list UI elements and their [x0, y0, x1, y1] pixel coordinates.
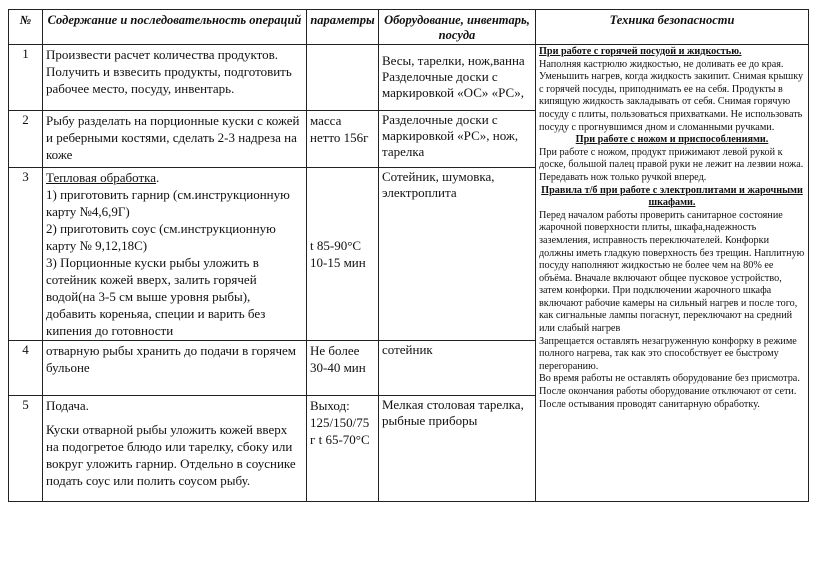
- safety-hot-text: Наполняя кастрюлю жидкостью, не доливать ее до края. Уменьшить нагрев, когда жидкость закипит. Снимая крышку с горячей посуды, приподнимать ее на себя. Продукты в кипящую жидкость закладывать от себя. Снимая горячую посуду с плиты, пользоваться прихватками. Не использовать посуду с прогнувшимся дном и сломанными ручками.: [539, 58, 804, 133]
- safety-stove-text-3: Во время работы не оставлять оборудование без присмотра.: [539, 373, 800, 385]
- header-content: Содержание и последовательность операций: [43, 10, 307, 45]
- row-params: [307, 45, 379, 111]
- header-equipment: Оборудование, инвентарь, посуда: [379, 10, 536, 45]
- row-content: [43, 341, 307, 396]
- row-num: 1: [9, 45, 43, 111]
- row-equipment: Сотейник, шумовка, электроплита: [379, 168, 536, 341]
- safety-stove-text-4: После окончания работы оборудование отключают от сети. После остывания проводят санитарную обработку.: [539, 386, 797, 410]
- table-row: [9, 45, 809, 111]
- safety-knife-text-2: Передавать нож только ручкой вперед.: [539, 171, 707, 183]
- row-equipment: Разделочные доски с маркировкой «РС», нож, тарелка: [379, 111, 536, 168]
- safety-stove-title: Правила т/б при работе с электроплитами и жарочными шкафами.: [541, 184, 803, 209]
- row-content: [43, 396, 307, 502]
- content-line: 3) Порционные куски рыбы уложить в сотейник кожей вверх, залить горячей водой(на 3-5 см выше уровня рыбы), добавить кореньяа, специи и варить без кипения до готовности: [46, 255, 266, 338]
- content-line: Подача.: [46, 398, 89, 413]
- row-content: [43, 111, 307, 168]
- operations-table: [8, 9, 809, 502]
- row-num: 5: [9, 396, 43, 502]
- safety-knife-title: При работе с ножом и приспособлениями.: [575, 134, 769, 146]
- row-params: Выход: 125/150/75 г t 65-70°С: [307, 396, 379, 502]
- header-safety: Техника безопасности: [536, 10, 809, 45]
- content-line: 2) приготовить соус (см.инструкционную карту № 9,12,18С): [46, 221, 276, 253]
- row-equipment: Мелкая столовая тарелка, рыбные приборы: [379, 396, 536, 502]
- content-line: отварную рыбы хранить до подачи в горячем бульоне: [46, 343, 297, 375]
- row-content: [43, 168, 307, 341]
- equipment-text: Весы, тарелки, нож,ванна Разделочные доски с маркировкой «ОС» «РС»,: [382, 53, 525, 100]
- safety-cell: [536, 45, 809, 502]
- content-title-line: Тепловая обработка.: [46, 170, 160, 185]
- row-content: [43, 45, 307, 111]
- content-line: 1) приготовить гарнир (см.инструкционную карту №4,6,9Г): [46, 187, 290, 219]
- safety-stove-text-2: Запрещается оставлять незагруженную конфорку в режиме полного нагрева, так как это способствует ее быстрому перегоранию.: [539, 335, 797, 372]
- safety-hot-title: При работе с горячей посудой и жидкостью.: [539, 46, 742, 57]
- row-params: масса нетто 156г: [307, 111, 379, 168]
- header-row: [9, 10, 809, 45]
- content-title: Тепловая обработка: [46, 170, 157, 185]
- safety-stove-text: Перед началом работы проверить санитарное состояние жарочной поверхности плиты, шкафа,надежность заземления, исправность переключателей. Конфорки должны иметь гладкую поверхность без трещин. Наплитную посуду наполняют жидкостью не более чем на 80% ее объёма. Вначале включают общее пусковое устройство, затем конфорки. При подключении жарочного шкафа включают рабочие камеры на сильный нагрев и после того, как сигнальные лампы погаснут, переключают на средний или слабый нагрев: [539, 209, 805, 335]
- row-num: 4: [9, 341, 43, 396]
- row-num: 2: [9, 111, 43, 168]
- content-line: Произвести расчет количества продуктов.: [46, 47, 279, 62]
- row-equipment: сотейник: [379, 341, 536, 396]
- safety-knife-text: При работе с ножом, продукт прижимают левой рукой к доске, большой палец правой руки не лежит на лезвии ножа.: [539, 146, 804, 171]
- content-line: Куски отварной рыбы уложить кожей вверх на подогретое блюдо или тарелку, сбоку или вокруг уложить гарнир. Отдельно в соуснике подать соус или полить соусом рыбу.: [46, 422, 296, 488]
- row-params: Не более 30-40 мин: [307, 341, 379, 396]
- params-text: t 85-90°С 10-15 мин: [310, 238, 366, 270]
- header-params: параметры: [307, 10, 379, 45]
- row-num: 3: [9, 168, 43, 341]
- row-equipment: [379, 45, 536, 111]
- row-params: [307, 168, 379, 341]
- content-line: Рыбу разделать на порционные куски с кожей и реберными костями, сделать 2-3 надреза на коже: [46, 113, 300, 162]
- header-num: №: [9, 10, 43, 45]
- content-line: Получить и взвесить продукты, подготовить рабочее место, посуду, инвентарь.: [46, 64, 292, 96]
